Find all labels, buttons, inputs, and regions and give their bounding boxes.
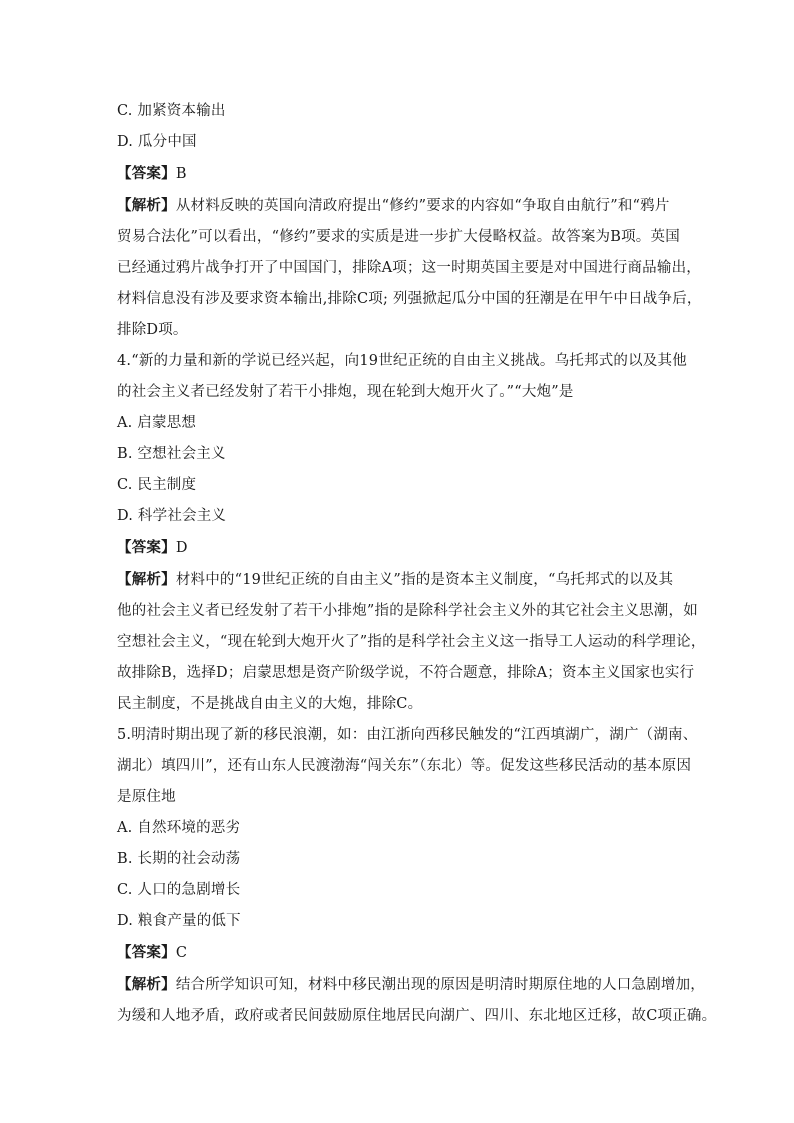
answer-tag: 【答案】 bbox=[117, 944, 176, 961]
analysis-tag: 【解析】 bbox=[117, 976, 176, 993]
q3-option-c: C. 加紧资本输出 bbox=[117, 103, 226, 119]
answer-tag: 【答案】 bbox=[117, 539, 176, 556]
stem-line: 5.明清时期出现了新的移民浪潮，如：由江浙向西移民触发的“江西填湖广，湖广（湖南、 bbox=[117, 727, 698, 743]
answer-tag: 【答案】 bbox=[117, 165, 176, 182]
answer-value: C bbox=[175, 945, 188, 961]
q5-option-b: B. 长期的社会动荡 bbox=[117, 851, 241, 867]
q5-answer bbox=[117, 937, 679, 969]
analysis-line: 结合所学知识可知，材料中移民潮出现的原因是明清时期原住地的人口急剧增加， bbox=[175, 977, 706, 993]
analysis-tag: 【解析】 bbox=[117, 571, 176, 588]
q3-option-d: D. 瓜分中国 bbox=[117, 134, 197, 150]
analysis-line: 贸易合法化”可以看出，“修约”要求的实质是进一步扩大侵略权益。故答案为B项。英国 bbox=[117, 229, 680, 245]
q5-analysis bbox=[117, 969, 717, 1032]
answer-value: D bbox=[175, 540, 188, 556]
answer-value: B bbox=[175, 166, 187, 182]
q4-analysis bbox=[117, 564, 706, 720]
analysis-line: 为缓和人地矛盾，政府或者民间鼓励原住地居民向湖广、四川、东北地区迁移，故C项正确。 bbox=[117, 1008, 717, 1024]
analysis-line: 已经通过鸦片战争打开了中国国门，排除A项；这一时期英国主要是对中国进行商品输出， bbox=[117, 260, 701, 276]
analysis-line: 材料中的“19世纪正统的自由主义”指的是资本主义制度，“乌托邦式的以及其 bbox=[175, 572, 674, 588]
q4-answer bbox=[117, 532, 679, 564]
document-page bbox=[117, 96, 717, 1032]
analysis-line: 空想社会主义，“现在轮到大炮开火了”指的是科学社会主义这一指导工人运动的科学理论， bbox=[117, 634, 706, 650]
q4-option-c: C. 民主制度 bbox=[117, 477, 197, 493]
analysis-line: 他的社会主义者已经发射了若干小排炮”指的是除科学社会主义外的其它社会主义思潮，如 bbox=[117, 603, 698, 619]
q3-answer bbox=[117, 158, 679, 190]
analysis-line: 从材料反映的英国向清政府提出“修约”要求的内容如“争取自由航行”和“鸦片 bbox=[175, 198, 670, 214]
q5-stem bbox=[117, 720, 698, 813]
q3-analysis bbox=[117, 190, 702, 346]
q5-option-a: A. 自然环境的恶劣 bbox=[117, 820, 241, 836]
analysis-line: 故排除B，选择D；启蒙思想是资产阶级学说，不符合题意，排除A；资本主义国家也实行 bbox=[117, 665, 695, 681]
q4-option-b: B. 空想社会主义 bbox=[117, 446, 226, 462]
analysis-line: 材料信息没有涉及要求资本输出,排除C项; 列强掀起瓜分中国的狂潮是在甲午中日战争后， bbox=[117, 291, 702, 307]
stem-line: 的社会主义者已经发射了若干小排炮，现在轮到大炮开火了。”“大炮”是 bbox=[117, 384, 574, 400]
analysis-line: 民主制度，不是挑战自由主义的大炮，排除C。 bbox=[117, 696, 423, 712]
analysis-tag: 【解析】 bbox=[117, 197, 176, 214]
q4-option-d: D. 科学社会主义 bbox=[117, 508, 227, 524]
q4-option-a: A. 启蒙思想 bbox=[117, 415, 197, 431]
stem-line: 是原住地 bbox=[117, 789, 176, 805]
q4-stem bbox=[117, 346, 687, 408]
q5-option-c: C. 人口的急剧增长 bbox=[117, 882, 241, 898]
q5-option-d: D. 粮食产量的低下 bbox=[117, 913, 241, 929]
stem-line: 湖北）填四川”，还有山东人民渡渤海“闯关东”（东北）等。促发这些移民活动的基本原因 bbox=[117, 758, 692, 774]
stem-line: 4.“新的力量和新的学说已经兴起，向19世纪正统的自由主义挑战。乌托邦式的以及其他 bbox=[117, 353, 687, 369]
analysis-line: 排除D项。 bbox=[117, 322, 188, 338]
